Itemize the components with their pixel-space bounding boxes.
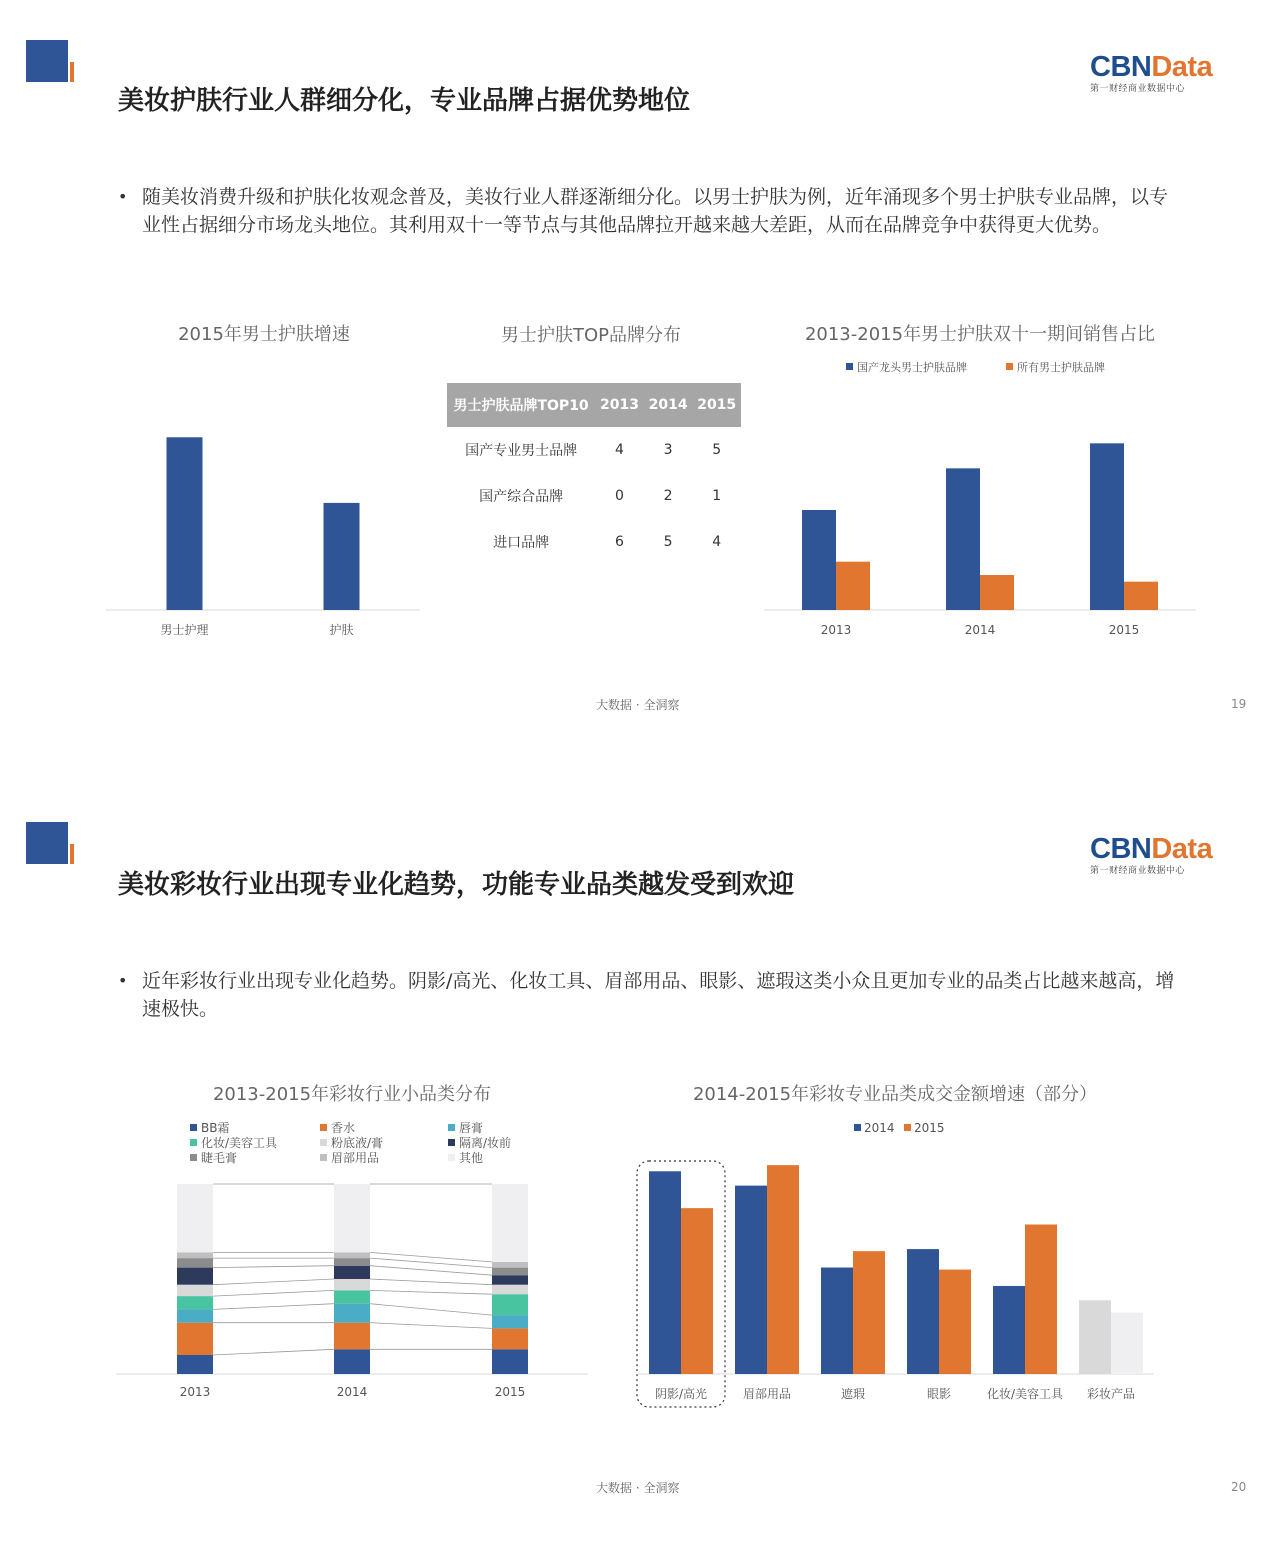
- legend-swatch: [448, 1154, 455, 1161]
- bullet-paragraph: • 随美妆消费升级和护肤化妆观念普及，美妆行业人群逐渐细分化。以男士护肤为例，近年涌现多个男士护肤专业品牌，以专业性占据细分市场龙头地位。其利用双十一等节点与其他品牌拉开越来越大差距，从而在品牌竞争中获得更大优势。: [118, 186, 1169, 236]
- stack-segment: [177, 1268, 213, 1285]
- x-tick-label: 阴影/高光: [654, 1387, 708, 1401]
- bar: [836, 562, 870, 610]
- legend-label: 香水: [331, 1121, 356, 1135]
- table-cell: 3: [663, 442, 673, 458]
- bar: [1124, 582, 1158, 610]
- connector-line: [370, 1290, 492, 1294]
- stack-segment: [492, 1328, 528, 1349]
- connector-line: [370, 1252, 492, 1262]
- legend-swatch: [448, 1139, 455, 1146]
- corner-accent: [70, 62, 74, 82]
- x-tick-label: 2014: [336, 1385, 368, 1399]
- table-header-cell: 男士护肤品牌TOP10: [447, 383, 595, 427]
- stack-segment: [177, 1285, 213, 1296]
- stack-segment: [177, 1355, 213, 1374]
- legend-swatch: [448, 1124, 455, 1131]
- stack-segment: [177, 1184, 213, 1252]
- stack-segment: [334, 1323, 370, 1350]
- legend-swatch: [1006, 363, 1013, 370]
- top-brand-table: [447, 383, 741, 565]
- stack-segment: [334, 1252, 370, 1258]
- table-cell: 0: [615, 488, 624, 504]
- bar: [907, 1249, 939, 1374]
- legend-label: 化妆/美容工具: [201, 1136, 278, 1150]
- legend-swatch: [854, 1124, 861, 1131]
- x-tick-label: 护肤: [329, 623, 354, 637]
- legend-swatch: [320, 1139, 327, 1146]
- bar: [1090, 443, 1124, 610]
- legend-label: 所有男士护肤品牌: [1017, 361, 1105, 374]
- slide-20: [0, 782, 1280, 1542]
- stack-segment: [177, 1258, 213, 1268]
- legend-swatch: [320, 1154, 327, 1161]
- bar: [1025, 1225, 1057, 1374]
- table-cell: 6: [615, 534, 624, 550]
- stack-segment: [492, 1184, 528, 1262]
- stack-segment: [334, 1290, 370, 1303]
- chart-title-growth: 2014-2015年彩妆专业品类成交金额增速（部分）: [692, 1084, 1098, 1105]
- bar: [681, 1208, 713, 1374]
- men-growth-chart: [100, 420, 430, 650]
- page-number: 19: [1231, 697, 1247, 711]
- connector-line: [213, 1266, 334, 1268]
- stack-segment: [492, 1275, 528, 1285]
- connector-line: [213, 1349, 334, 1355]
- legend-swatch: [190, 1154, 197, 1161]
- stack-segment: [492, 1294, 528, 1315]
- table-cell: 4: [712, 534, 722, 550]
- legend-label: 隔离/妆前: [459, 1136, 512, 1150]
- legend-swatch: [190, 1124, 197, 1131]
- table-header-row: [447, 383, 741, 427]
- connector-line: [370, 1266, 492, 1276]
- bar: [853, 1251, 885, 1374]
- page-title: 美妆护肤行业人群细分化，专业品牌占据优势地位: [118, 86, 691, 116]
- chart-title-category-dist: 2013-2015年彩妆行业小品类分布: [212, 1084, 492, 1105]
- table-header-cell: 2014: [644, 383, 693, 427]
- corner-square: [26, 40, 68, 82]
- connector-line: [213, 1279, 334, 1285]
- connector-line: [213, 1290, 334, 1296]
- x-tick-label: 眼影: [926, 1387, 952, 1401]
- stack-segment: [334, 1304, 370, 1323]
- stack-segment: [177, 1323, 213, 1355]
- stack-segment: [177, 1296, 213, 1309]
- x-tick-label: 2013: [179, 1385, 211, 1399]
- pro-category-growth-chart: [620, 1117, 1165, 1417]
- connector-line: [370, 1258, 492, 1268]
- legend-label: 其他: [459, 1151, 484, 1165]
- x-tick-label: 化妆/美容工具: [986, 1387, 1064, 1401]
- double11-share-chart: [760, 355, 1200, 650]
- x-tick-label: 2015: [494, 1385, 526, 1399]
- legend-label: 眉部用品: [331, 1151, 380, 1165]
- connector-line: [370, 1279, 492, 1285]
- table-cell: 国产专业男士品牌: [465, 443, 578, 459]
- table-title: 男士护肤TOP品牌分布: [500, 325, 682, 346]
- bar: [946, 468, 980, 610]
- stack-segment: [334, 1184, 370, 1252]
- legend-swatch: [904, 1124, 911, 1131]
- legend-swatch: [190, 1139, 197, 1146]
- chart-title-men-growth: 2015年男士护肤增速: [178, 324, 350, 345]
- slide-19: [0, 0, 1280, 760]
- stack-segment: [177, 1309, 213, 1322]
- bar: [649, 1171, 681, 1374]
- legend-label: BB霜: [201, 1121, 230, 1135]
- connector-line: [370, 1323, 492, 1329]
- stack-segment: [334, 1279, 370, 1290]
- stack-segment: [334, 1266, 370, 1279]
- x-tick-label: 2013: [820, 623, 852, 637]
- bar: [980, 575, 1014, 610]
- x-tick-label: 遮瑕: [840, 1387, 866, 1401]
- x-tick-label: 2014: [964, 623, 996, 637]
- stack-segment: [177, 1252, 213, 1258]
- bar: [802, 510, 836, 610]
- x-tick-label: 男士护理: [160, 623, 209, 637]
- table-row: [447, 427, 741, 473]
- corner-accent: [70, 844, 74, 864]
- connector-line: [370, 1304, 492, 1315]
- stack-segment: [492, 1349, 528, 1374]
- cbndata-logo: CBNData 第一财经商业数据中心: [1090, 833, 1213, 876]
- legend-label: 睫毛膏: [201, 1151, 238, 1165]
- legend-label: 国产龙头男士护肤品牌: [857, 361, 967, 374]
- table-cell: 1: [712, 488, 722, 504]
- x-tick-label: 彩妆产品: [1086, 1387, 1136, 1401]
- stack-segment: [492, 1262, 528, 1268]
- page-title: 美妆彩妆行业出现专业化趋势，功能专业品类越发受到欢迎: [118, 870, 795, 900]
- stack-segment: [334, 1349, 370, 1374]
- table-cell: 2: [663, 488, 673, 504]
- bar: [167, 437, 203, 610]
- chart-title-double11: 2013-2015年男士护肤双十一期间销售占比: [804, 324, 1156, 345]
- bar: [939, 1270, 971, 1374]
- legend-label: 唇膏: [459, 1121, 484, 1135]
- table-cell: 进口品牌: [493, 535, 550, 551]
- legend-label: 粉底液/膏: [331, 1136, 384, 1150]
- bar: [1111, 1313, 1143, 1374]
- bar: [324, 503, 360, 610]
- table-cell: 4: [615, 442, 624, 458]
- bar: [1079, 1300, 1111, 1374]
- category-distribution-chart: [110, 1117, 600, 1407]
- table-row: [447, 519, 741, 565]
- table-header-cell: 2013: [595, 383, 644, 427]
- legend-label: 2014: [864, 1121, 895, 1135]
- legend-label: 2015: [914, 1121, 945, 1135]
- x-tick-label: 眉部用品: [742, 1387, 792, 1401]
- bar: [821, 1268, 853, 1374]
- table-row: [447, 473, 741, 519]
- corner-square: [26, 822, 68, 864]
- stack-segment: [492, 1285, 528, 1295]
- bullet-paragraph: • 近年彩妆行业出现专业化趋势。阴影/高光、化妆工具、眉部用品、眼影、遮瑕这类小众且更加专业的品类占比越来越高，增速极快。: [118, 970, 1175, 1020]
- table-header-cell: 2015: [692, 383, 741, 427]
- legend-swatch: [846, 363, 853, 370]
- bar: [767, 1165, 799, 1374]
- stack-segment: [492, 1315, 528, 1328]
- stack-segment: [334, 1258, 370, 1266]
- connector-line: [213, 1304, 334, 1310]
- stack-segment: [492, 1268, 528, 1276]
- table-cell: 5: [712, 442, 722, 458]
- x-tick-label: 2015: [1108, 623, 1140, 637]
- legend-swatch: [320, 1124, 327, 1131]
- bar: [735, 1186, 767, 1374]
- footer-slogan: 大数据 · 全洞察: [596, 1481, 680, 1495]
- cbndata-logo: CBNData 第一财经商业数据中心: [1090, 51, 1213, 94]
- table-cell: 5: [663, 534, 673, 550]
- page-number: 20: [1231, 1480, 1247, 1494]
- footer-slogan: 大数据 · 全洞察: [596, 698, 680, 712]
- bar: [993, 1286, 1025, 1374]
- table-cell: 国产综合品牌: [479, 489, 564, 505]
